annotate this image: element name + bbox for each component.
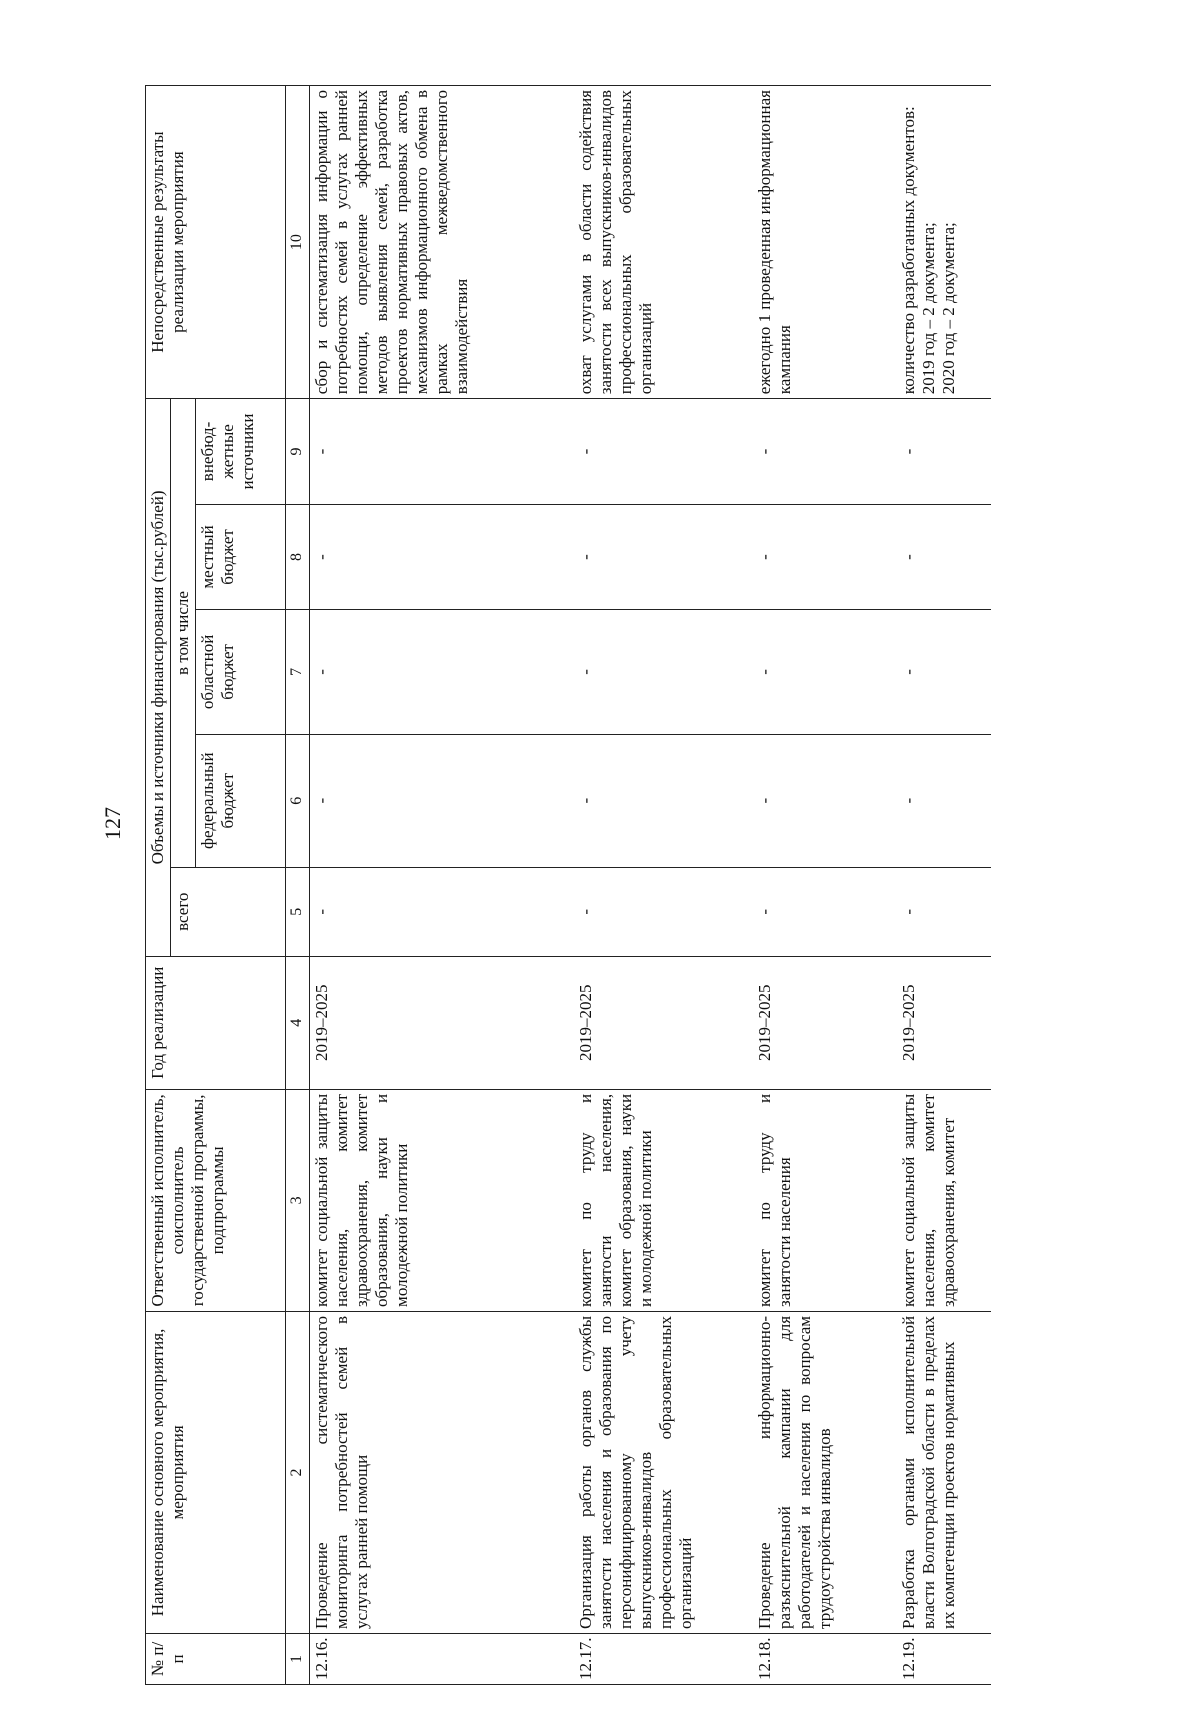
row-num: 12.16. xyxy=(309,1633,574,1684)
row-num: 12.17. xyxy=(574,1633,753,1684)
colnum-3: 3 xyxy=(286,1089,310,1311)
row-result: сбор и систематизация информации о потребностях семей в услугах ранней помощи, определение эффективных методов выявления семей, разработка проектов нормативных правовых актов, механизмов информационного обмена в рамках межведомственного взаимодействия xyxy=(309,86,574,399)
colnum-10: 10 xyxy=(286,86,310,399)
row-regional: - xyxy=(309,610,574,734)
colnum-4: 4 xyxy=(286,956,310,1089)
rotated-page xyxy=(145,85,1185,1685)
row-name: Проведение систематического мониторинга потребностей семей в услугах ранней помощи xyxy=(309,1311,574,1633)
header-years: Год реализации xyxy=(146,956,286,1089)
header-name: Наименование основного мероприятия, мероприятия xyxy=(146,1311,286,1633)
header-local: местный бюджет xyxy=(196,504,286,609)
row-result: ежегодно 1 проведенная информационная кампания xyxy=(753,86,897,399)
table-row xyxy=(574,86,753,1685)
row-num: 12.19. xyxy=(897,1633,991,1684)
row-federal: - xyxy=(309,734,574,867)
row-federal: - xyxy=(574,734,753,867)
header-results: Непосредственные результаты реализации мероприятия xyxy=(146,86,286,399)
colnum-5: 5 xyxy=(286,867,310,956)
header-extra: внебюд-жетные источники xyxy=(196,399,286,505)
row-total: - xyxy=(309,867,574,956)
row-regional: - xyxy=(897,610,991,734)
row-local: - xyxy=(897,504,991,609)
row-regional: - xyxy=(753,610,897,734)
colnum-9: 9 xyxy=(286,399,310,505)
page-number: 127 xyxy=(100,807,125,840)
header-finance: Объемы и источники финансирования (тыс.рублей) xyxy=(146,399,171,956)
row-extra: - xyxy=(309,399,574,505)
program-table xyxy=(145,85,991,1685)
row-num: 12.18. xyxy=(753,1633,897,1684)
row-regional: - xyxy=(574,610,753,734)
row-extra: - xyxy=(574,399,753,505)
colnum-8: 8 xyxy=(286,504,310,609)
header-total: всего xyxy=(171,867,286,956)
row-extra: - xyxy=(753,399,897,505)
row-name: Проведение информационно-разъяснительной кампании для работодателей и населения по вопросам трудоустройства инвалидов xyxy=(753,1311,897,1633)
row-local: - xyxy=(753,504,897,609)
row-total: - xyxy=(753,867,897,956)
colnum-7: 7 xyxy=(286,610,310,734)
row-years: 2019–2025 xyxy=(309,956,574,1089)
header-federal: федеральный бюджет xyxy=(196,734,286,867)
row-years: 2019–2025 xyxy=(574,956,753,1089)
header-executor: Ответственный исполнитель, соисполнитель государственной программы, подпрограммы xyxy=(146,1089,286,1311)
row-years: 2019–2025 xyxy=(897,956,991,1089)
table-row xyxy=(897,86,991,1685)
header-including: в том числе xyxy=(171,399,196,868)
colnum-1: 1 xyxy=(286,1633,310,1684)
header-num: № п/п xyxy=(146,1633,286,1684)
row-federal: - xyxy=(753,734,897,867)
table-row xyxy=(753,86,897,1685)
row-executor: комитет по труду и занятости населения, комитет образования, науки и молодежной политики xyxy=(574,1089,753,1311)
row-name: Разработка органами исполнительной власти Волгоградской области в пределах их компетенции проектов нормативных xyxy=(897,1311,991,1633)
colnum-2: 2 xyxy=(286,1311,310,1633)
row-local: - xyxy=(309,504,574,609)
row-name: Организация работы органов службы занятости населения и образования по персонифицированному учету выпускников-инвалидов профессиональных образовательных организаций xyxy=(574,1311,753,1633)
header-regional: областной бюджет xyxy=(196,610,286,734)
row-executor: комитет социальной защиты населения, комитет здравоохранения, комитет xyxy=(897,1089,991,1311)
row-local: - xyxy=(574,504,753,609)
row-federal: - xyxy=(897,734,991,867)
row-total: - xyxy=(574,867,753,956)
row-executor: комитет по труду и занятости населения xyxy=(753,1089,897,1311)
row-total: - xyxy=(897,867,991,956)
row-years: 2019–2025 xyxy=(753,956,897,1089)
row-executor: комитет социальной защиты населения, комитет здравоохранения, комитет образования, науки и молодежной политики xyxy=(309,1089,574,1311)
row-result: охват услугами в области содействия занятости всех выпускников-инвалидов профессиональных образовательных организаций xyxy=(574,86,753,399)
row-result: количество разработанных документов: 2019 год – 2 документа; 2020 год – 2 документа; xyxy=(897,86,991,399)
row-extra: - xyxy=(897,399,991,505)
colnum-6: 6 xyxy=(286,734,310,867)
table-row xyxy=(309,86,574,1685)
